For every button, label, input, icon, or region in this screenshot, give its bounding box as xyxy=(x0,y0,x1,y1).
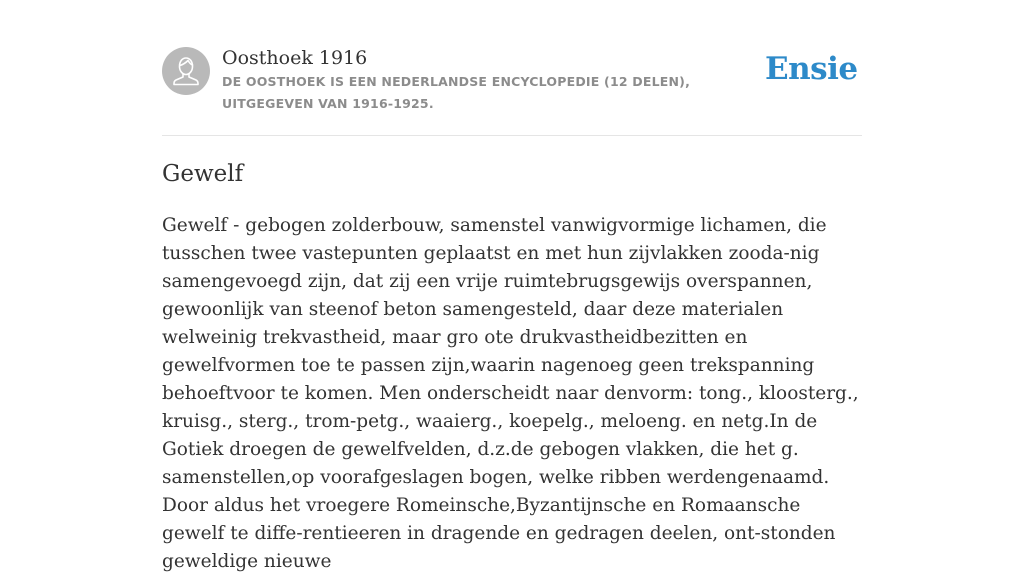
person-outline-icon xyxy=(162,47,210,95)
header-divider xyxy=(162,135,862,136)
ensie-logo[interactable]: Ensie xyxy=(765,51,858,87)
entry-page xyxy=(162,0,862,572)
source-avatar[interactable] xyxy=(162,47,210,95)
source-header xyxy=(162,46,862,116)
source-description: DE OOSTHOEK IS EEN NEDERLANDSE ENCYCLOPEDIE (12 DELEN), UITGEGEVEN VAN 1916-1925. xyxy=(222,74,691,111)
entry-title: Gewelf xyxy=(162,161,244,187)
entry-body: Gewelf - gebogen zolderbouw, samenstel vanwigvormige lichamen, die tusschen twee vastepunten geplaatst en met hun zijvlakken zooda-nig samengevoegd zijn, dat zij een vrije ruimtebrugsgewijs overspannen, gewoonlijk van steenof beton samengesteld, daar deze materialen welweinig trekvastheid, maar gro ote drukvastheidbezitten en gewelfvormen toe te passen zijn,waarin nagenoeg geen trekspanning behoeftvoor te komen. Men onderscheidt naar denvorm: tong., kloosterg., kruisg., sterg., trom-petg., waaierg., koepelg., meloeng. en netg.In de Gotiek droegen de gewelfvelden, d.z.de gebogen vlakken, die het g. samenstellen,op voorafgeslagen bogen, welke ribben werdengenaamd. Door aldus het vroegere Romeinsche,Byzantijnsche en Romaansche gewelf te diffe-rentieeren in dragende en gedragen deelen, ont-stonden geweldige nieuwe xyxy=(162,215,859,572)
source-title[interactable]: Oosthoek 1916 xyxy=(222,47,368,69)
